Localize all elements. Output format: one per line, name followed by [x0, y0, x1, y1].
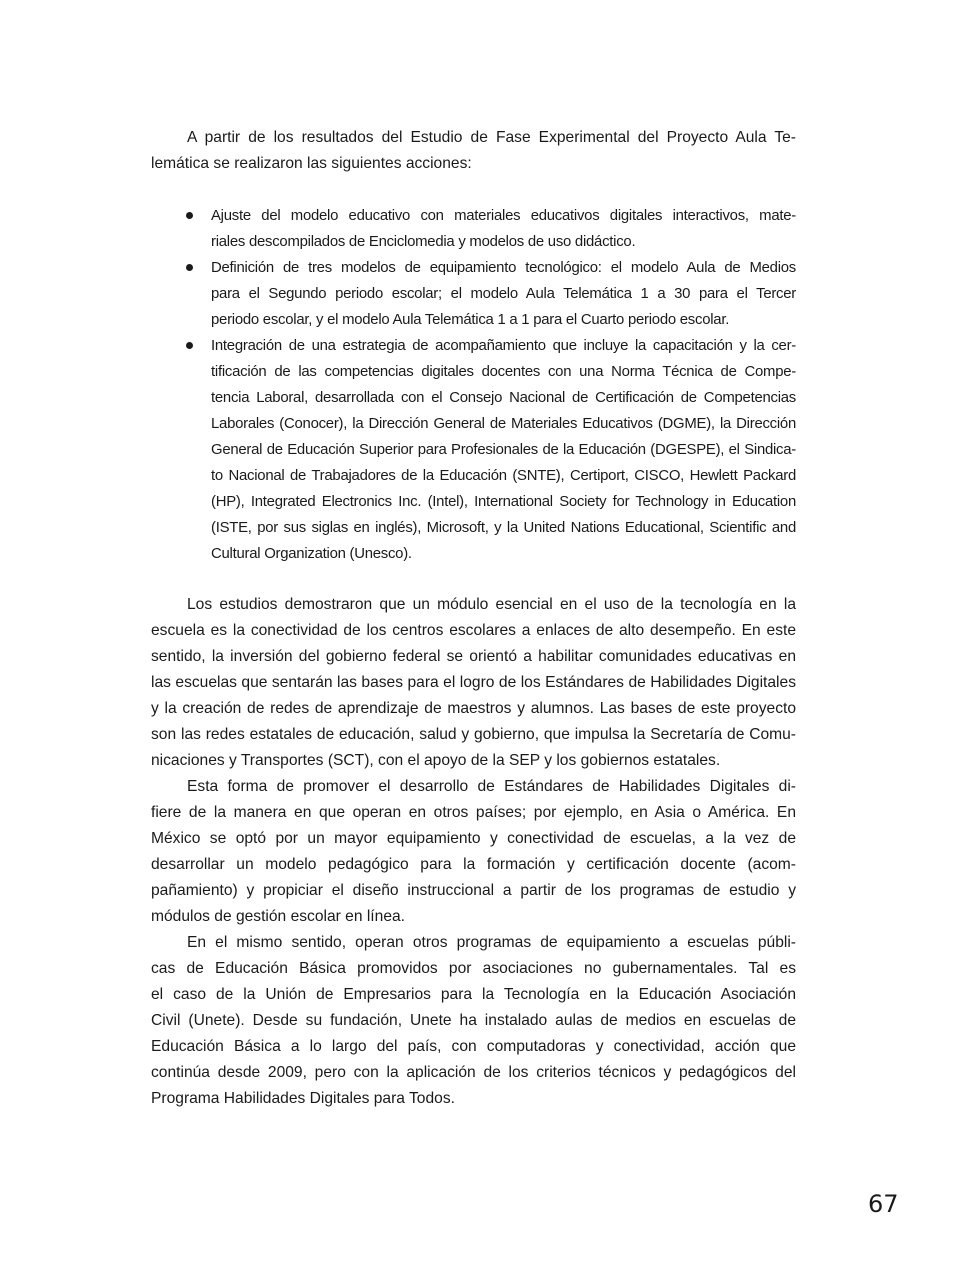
text-line: Cultural Organization (Unesco). [211, 546, 412, 562]
text-line: continúa desde 2009, pero con la aplicación de los criterios técnicos y pedagógicos del [151, 1064, 796, 1081]
bullet-icon [186, 342, 193, 349]
text-line: lemática se realizaron las siguientes acciones: [151, 155, 472, 172]
text-line: Civil (Unete). Desde su fundación, Unete ha instalado aulas de medios en escuelas de [151, 1012, 796, 1029]
text-line: pañamiento) y propiciar el diseño instruccional a partir de los programas de estudio y [151, 882, 796, 899]
text-line: A partir de los resultados del Estudio de Fase Experimental del Proyecto Aula Te- [187, 129, 796, 146]
text-line: Los estudios demostraron que un módulo esencial en el uso de la tecnología en la [187, 596, 796, 613]
text-line: para el Segundo periodo escolar; el modelo Aula Telemática 1 a 30 para el Tercer [211, 286, 796, 302]
text-line: En el mismo sentido, operan otros programas de equipamiento a escuelas públi- [187, 934, 796, 951]
bullet-icon [186, 264, 193, 271]
page-number: 67 [868, 1190, 899, 1218]
text-line: Integración de una estrategia de acompañamiento que incluye la capacitación y la cer- [211, 338, 796, 354]
text-line: sentido, la inversión del gobierno federal se orientó a habilitar comunidades educativas en [151, 648, 796, 665]
list-item [211, 333, 796, 567]
list-item [211, 255, 796, 333]
text-line: México se optó por un mayor equipamiento y conectividad de escuelas, a la vez de [151, 830, 796, 847]
text-line: riales descompilados de Enciclomedia y modelos de uso didáctico. [211, 234, 636, 250]
text-line: Esta forma de promover el desarrollo de Estándares de Habilidades Digitales di- [187, 778, 796, 795]
paragraph [151, 774, 796, 930]
text-line: escuela es la conectividad de los centros escolares a enlaces de alto desempeño. En este [151, 622, 796, 639]
text-line: tencia Laboral, desarrollada con el Consejo Nacional de Certificación de Competencias [211, 390, 796, 406]
text-line: periodo escolar, y el modelo Aula Telemática 1 a 1 para el Cuarto periodo escolar. [211, 312, 730, 328]
text-line: nicaciones y Transportes (SCT), con el apoyo de la SEP y los gobiernos estatales. [151, 752, 721, 769]
text-line: módulos de gestión escolar en línea. [151, 908, 405, 925]
text-line: Programa Habilidades Digitales para Todos. [151, 1090, 455, 1107]
bullet-list [211, 203, 796, 567]
text-line: fiere de la manera en que operan en otros países; por ejemplo, en Asia o América. En [151, 804, 796, 821]
text-line: cas de Educación Básica promovidos por asociaciones no gubernamentales. Tal es [151, 960, 796, 977]
list-item [211, 203, 796, 255]
paragraph [151, 592, 796, 774]
text-line: Laborales (Conocer), la Dirección General de Materiales Educativos (DGME), la Dirección [211, 416, 796, 432]
text-line: y la creación de redes de aprendizaje de maestros y alumnos. Las bases de este proyecto [151, 700, 796, 717]
text-line: Educación Básica a lo largo del país, con computadoras y conectividad, acción que [151, 1038, 796, 1055]
text-line: General de Educación Superior para Profesionales de la Educación (DGESPE), el Sindica- [211, 442, 796, 458]
text-line: (HP), Integrated Electronics Inc. (Intel), International Society for Technology in Education [211, 494, 796, 510]
text-line: el caso de la Unión de Empresarios para la Tecnología en la Educación Asociación [151, 986, 796, 1003]
text-line: desarrollar un modelo pedagógico para la formación y certificación docente (acom- [151, 856, 796, 873]
bullet-icon [186, 212, 193, 219]
text-line: tificación de las competencias digitales docentes con una Norma Técnica de Compe- [211, 364, 796, 380]
text-line: las escuelas que sentarán las bases para el logro de los Estándares de Habilidades Digitales [151, 674, 796, 691]
text-line: Ajuste del modelo educativo con materiales educativos digitales interactivos, mate- [211, 208, 796, 224]
text-line: Definición de tres modelos de equipamiento tecnológico: el modelo Aula de Medios [211, 260, 796, 276]
body-text [151, 592, 796, 1112]
text-line: (ISTE, por sus siglas en inglés), Microsoft, y la United Nations Educational, Scientific and [211, 520, 796, 536]
text-line: son las redes estatales de educación, salud y gobierno, que impulsa la Secretaría de Comu- [151, 726, 796, 743]
intro-paragraph [151, 125, 796, 177]
text-line: to Nacional de Trabajadores de la Educación (SNTE), Certiport, CISCO, Hewlett Packard [211, 468, 796, 484]
paragraph [151, 930, 796, 1112]
